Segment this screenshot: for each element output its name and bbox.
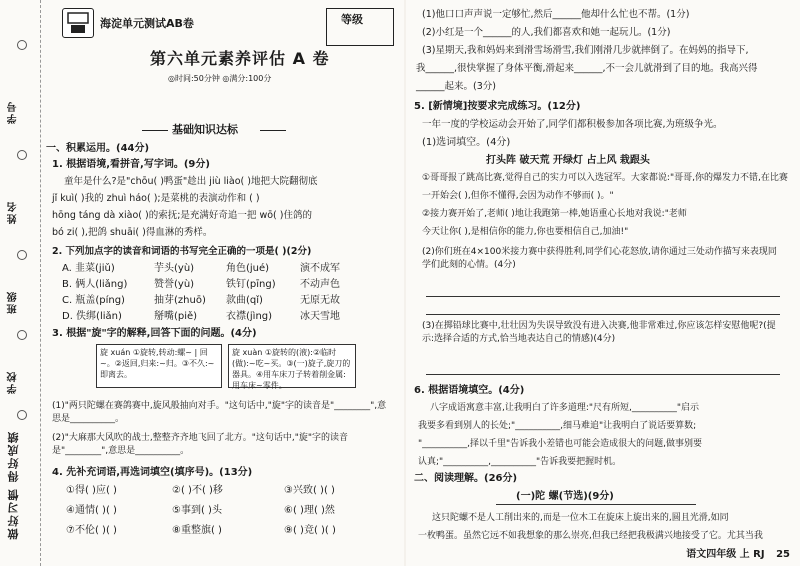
divider: [496, 504, 696, 505]
q4-item: ②( )不( )移: [172, 485, 223, 496]
binding-hole: [17, 410, 27, 420]
q4-item: ⑦不伦( )( ): [66, 525, 117, 536]
q1-line: 童年是什么?是"chōu( )鸭蛋"趁出 jiù liào( )地把大院翻彻底: [64, 176, 318, 187]
question-1: 1. 根据语境,看拼音,写字词。(9分): [52, 159, 210, 170]
q6-line: "__________,择以千里"告诉我小差错也可能会造成很大的问题,做事别要: [418, 439, 703, 449]
binding-hole: [17, 40, 27, 50]
q2-option: 抽芽(zhuō): [154, 295, 206, 306]
reading-line: 这只陀螺不是人工削出来的,而是一位木工在旋床上旋出来的,圆且光滑,如同: [432, 513, 729, 523]
q2-option: 不动声色: [300, 279, 340, 290]
page-title: 第六单元素养评估 A 卷: [150, 49, 330, 68]
fill-line: 我______,很快掌握了身体平衡,滑起来______,不一会儿就滑到了目的地。我高兴得: [416, 63, 758, 74]
page-number: 25: [776, 549, 790, 560]
exam-meta: ◎时间:50分钟 ◎满分:100分: [168, 74, 272, 83]
reading-line: 一枚鸭蛋。虽然它远不如我想象的那么崇亮,但我已经把我极满兴地接受了它。尤其当我: [418, 531, 763, 541]
section-title: 基础知识达标: [172, 123, 238, 136]
right-page: [406, 0, 800, 566]
gutter-label-name: 姓名: [8, 200, 19, 224]
q5-sub: (2)你们班在4×100米接力赛中获得胜利,同学们心花怒放,请你通过三处动作描写来表现同学们此刻的心情。(4分): [422, 247, 777, 270]
fill-line: (3)星期天,我和妈妈来到滑雪场滑雪,我们刚滑几步就摔倒了。在妈妈的指导下,: [422, 45, 749, 56]
brand-logo-icon: [62, 8, 94, 38]
gutter-label-class: 班级: [8, 290, 19, 314]
q5-line: ②接力赛开始了,老师( )地让我跑第一棒,她语重心长地对我说:"老师: [422, 209, 687, 219]
answer-line: [426, 314, 780, 315]
q2-option: 角色(jué): [226, 263, 270, 274]
q4-item: ④通情( )( ): [66, 505, 117, 516]
reading-title: (一)陀 螺(节选)(9分): [516, 491, 614, 502]
q2-option: B. 俩人(liǎng): [62, 279, 128, 290]
gutter-motto: 做好习惯 得好成绩: [7, 430, 20, 540]
q4-item: ⑥( )理( )然: [284, 505, 335, 516]
question-6: 6. 根据语境填空。(4分): [414, 385, 525, 396]
grade-box: [326, 8, 394, 46]
q6-line: 我要多看到别人的长处;"__________,细马难追"让我明白了说话要算数;: [418, 421, 697, 431]
q2-option: 款曲(qǐ): [226, 295, 263, 306]
word-bank: 打头阵 破天荒 开绿灯 占上风 栽跟头: [486, 155, 650, 166]
fill-line: (2)小红是一个______的人,我们都喜欢和她一起玩儿。(1分): [422, 27, 671, 38]
binding-gutter: [0, 0, 41, 566]
q5-line: ①哥哥报了跳高比赛,觉得自己的实力可以入选冠军。大家都说:"哥哥,你的爆发力不错,在比赛: [422, 173, 788, 183]
q3-sub: (1)"两只陀螺在赛鸽赛中,旋风般抽向对手。"这句话中,"旋"字的读音是"________",意思是__________。: [52, 401, 387, 424]
binding-hole: [17, 150, 27, 160]
q5-line: 今天让你( ),是相信你的能力,你也要相信自己,加油!": [422, 227, 629, 237]
q2-option: 冰天雪地: [300, 311, 340, 322]
q2-option: A. 韭菜(jiǔ): [62, 263, 115, 274]
q4-item: ③兴致( )( ): [284, 485, 335, 496]
divider: [260, 130, 286, 131]
brand-name: 海淀单元测试AB卷: [100, 17, 194, 30]
q2-option: 掰嘴(piě): [154, 311, 198, 322]
binding-hole: [17, 330, 27, 340]
q2-option: 赞誉(yù): [154, 279, 195, 290]
q6-line: 认真;"__________,__________"告诉我要把握时机。: [418, 457, 622, 467]
gutter-label-id: 学号: [8, 100, 19, 124]
answer-line: [426, 374, 780, 375]
fill-line: (1)他口口声声说一定够忙,然后______他却什么忙也不帮。(1分): [422, 9, 690, 20]
q1-line: hōng táng dà xiào( )的索抚;是充满好奇追一把 wō( )住鸽的: [52, 210, 312, 221]
question-4: 4. 先补充词语,再选词填空(填序号)。(13分): [52, 467, 253, 478]
part-heading: 二、阅读理解。(26分): [414, 473, 518, 484]
q5-sub: (3)在掷铅球比赛中,壮壮因为失误导致没有进入决赛,他非常难过,你应该怎样安慰他呢?(提示:选择合适的方式,恰当地表达自己的情感)(4分): [422, 321, 776, 344]
footer-text: 语文四年级 上 RJ: [686, 549, 765, 560]
brand-banner: [62, 8, 272, 36]
q5-sub: (1)选词填空。(4分): [422, 137, 511, 148]
q4-item: ①得( )应( ): [66, 485, 117, 496]
q3-sub: (2)"大麻那大风吹的战士,整整齐齐地飞回了北方。"这句话中,"旋"字的读音是"________",意思是__________。: [52, 433, 349, 456]
definition-box: [228, 344, 356, 388]
q2-option: 演不成军: [300, 263, 340, 274]
page-footer: [686, 545, 790, 560]
q2-option: 芋头(yù): [154, 263, 195, 274]
question-3: 3. 根据"旋"字的解释,回答下面的问题。(4分): [52, 328, 257, 339]
q2-option: D. 佚绑(liǎn): [62, 311, 122, 322]
divider: [142, 130, 168, 131]
q2-option: C. 瓶盖(píng): [62, 295, 125, 306]
q5-intro: 一年一度的学校运动会开始了,同学们都积极参加各项比赛,为班级争光。: [422, 119, 723, 130]
answer-line: [426, 296, 780, 297]
q4-item: ⑧重整旗( ): [172, 525, 222, 536]
q5-line: 一开始会( ),但你不懂得,会因为动作不够而( )。": [422, 191, 614, 201]
q2-option: 铁钉(pīng): [226, 279, 276, 290]
grade-label: 等级: [341, 13, 363, 26]
gutter-label-school: 学校: [8, 370, 19, 394]
q4-item: ⑨( )竞( )( ): [284, 525, 336, 536]
q1-line: bó zi( ),把鸽 shuāi( )得血淋的秀样。: [52, 227, 213, 238]
q2-option: 无原无故: [300, 295, 340, 306]
binding-hole: [17, 250, 27, 260]
part-heading: 一、积累运用。(44分): [46, 143, 150, 154]
q4-item: ⑤事到( )头: [172, 505, 222, 516]
section-header: [142, 122, 292, 138]
question-5: 5. [新情境]按要求完成练习。(12分): [414, 101, 581, 112]
q2-option: 衣襟(jìng): [226, 311, 273, 322]
q6-line: 八字成语寓意丰富,让我明白了许多道理:"尺有所短,__________"启示: [430, 403, 700, 413]
q1-line: jǐ kuì( )我的 zhuì háo( );是菜桃的表演动作和 ( ): [52, 193, 260, 204]
definition-text: 旋 xuàn ①旋转的(液):②临时(做):~吃~买。③(一)旋子,旋刀的器具。④用车床刀子转着削金属:用车床~零件。: [232, 348, 351, 390]
definition-text: 旋 xuán ①旋转,转动:螺~ | 回~。②返回,归来:~归。③不久:~即离去。: [100, 348, 215, 379]
fill-line: ______起来。(3分): [416, 81, 496, 92]
question-2: 2. 下列加点字的读音和词语的书写完全正确的一项是( )(2分): [52, 246, 312, 257]
definition-box: [96, 344, 222, 388]
